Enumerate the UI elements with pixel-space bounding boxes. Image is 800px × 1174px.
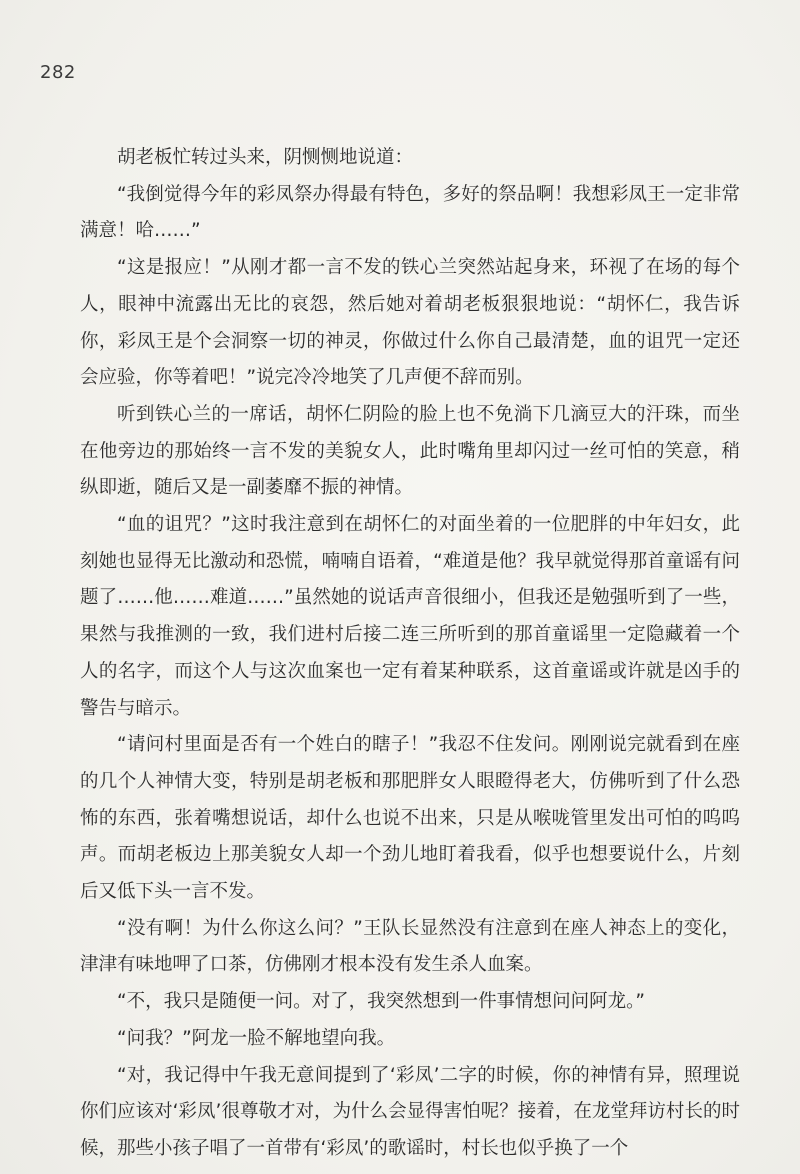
paragraph: “问我？”阿龙一脸不解地望向我。 (117, 1027, 396, 1049)
paragraph: 胡老板忙转过头来，阴恻恻地说道： (117, 147, 414, 168)
paragraph: “对，我记得中午我无意间提到了‘彩凤’二字的时候，你的神情有异，照理说你们应该对‘彩凤’很尊敬才对，为什么会显得害怕呢？接着，在龙堂拜访村长的时候，那些小孩子唱了一首带有‘彩凤’的歌谣时，村长也似乎换了一个 (80, 1064, 740, 1159)
paragraph: “没有啊！为什么你这么问？”王队长显然没有注意到在座人神态上的变化，津津有味地呷了口茶，仿佛刚才根本没有发生杀人血案。 (80, 917, 740, 976)
paragraph: “血的诅咒？”这时我注意到在胡怀仁的对面坐着的一位肥胖的中年妇女，此刻她也显得无比激动和恐慌，喃喃自语着，“难道是他？我早就觉得那首童谣有问题了……他……难道……”虽然她的说话声音很细小，但我还是勉强听到了一些，果然与我推测的一致，我们进村后接二连三所听到的那首童谣里一定隐藏着一个人的名字，而这个人与这次血案也一定有着某种联系，这首童谣或许就是凶手的警告与暗示。 (80, 514, 740, 719)
paragraph: “这是报应！”从刚才都一言不发的铁心兰突然站起身来，环视了在场的每个人，眼神中流露出无比的哀怨，然后她对着胡老板狠狠地说：“胡怀仁，我告诉你，彩凤王是个会洞察一切的神灵，你做过什么你自己最清楚，血的诅咒一定还会应验，你等着吧！”说完冷冷地笑了几声便不辞而别。 (80, 257, 740, 389)
paragraph: “不，我只是随便一问。对了，我突然想到一件事情想问问阿龙。” (117, 991, 645, 1013)
page-number: 282 (40, 62, 76, 83)
body-text (80, 140, 740, 1168)
paragraph: 听到铁心兰的一席话，胡怀仁阴险的脸上也不免淌下几滴豆大的汗珠，而坐在他旁边的那始终一言不发的美貌女人，此时嘴角里却闪过一丝可怕的笑意，稍纵即逝，随后又是一副萎靡不振的神情。 (80, 403, 740, 499)
paragraph: “我倒觉得今年的彩凤祭办得最有特色，多好的祭品啊！我想彩凤王一定非常满意！哈……” (80, 183, 740, 242)
paragraph: “请问村里面是否有一个姓白的瞎子！”我忍不住发问。刚刚说完就看到在座的几个人神情大变，特别是胡老板和那肥胖女人眼瞪得老大，仿佛听到了什么恐怖的东西，张着嘴想说话，却什么也说不出来，只是从喉咙管里发出可怕的呜呜声。而胡老板边上那美貌女人却一个劲儿地盯着我看，似乎也想要说什么，片刻后又低下头一言不发。 (80, 734, 740, 903)
